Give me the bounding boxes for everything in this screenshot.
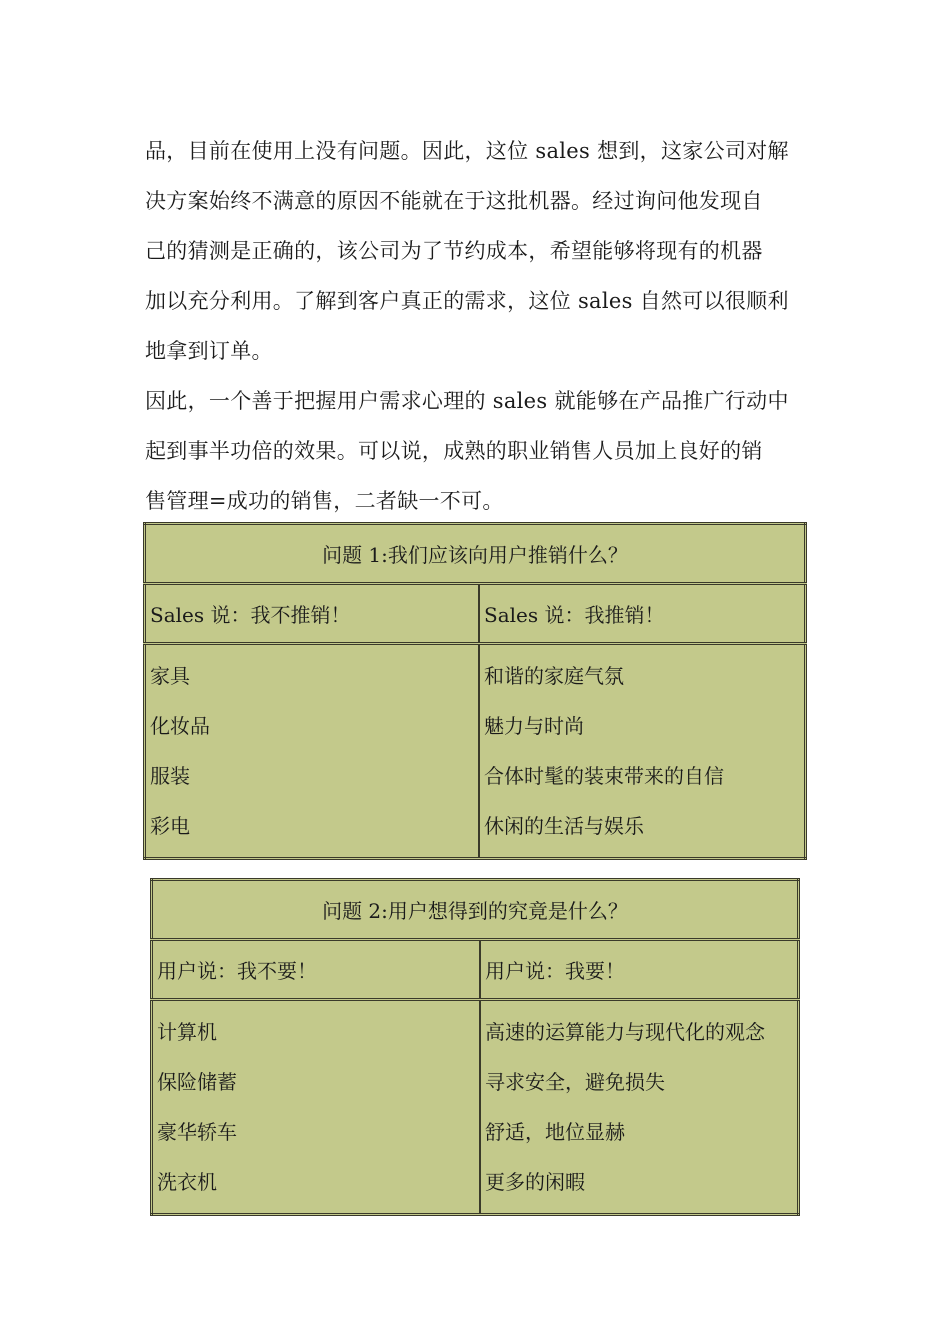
question-1-table [143, 522, 807, 860]
list-item: 和谐的家庭气氛 [484, 664, 624, 688]
list-item: 舒适，地位显赫 [485, 1120, 625, 1144]
left-column-header: 用户说：我不要！ [152, 940, 481, 1000]
table-title: 问题 2:用户想得到的究竟是什么？ [152, 880, 799, 940]
question-2-table [150, 878, 800, 1216]
list-item: 服装 [150, 764, 190, 788]
list-item: 更多的闲暇 [485, 1170, 585, 1194]
paragraph-line: 起到事半功倍的效果。可以说，成熟的职业销售人员加上良好的销 [145, 439, 763, 463]
list-item: 寻求安全，避免损失 [485, 1070, 665, 1094]
paragraph-line: 因此，一个善于把握用户需求心理的 sales 就能够在产品推广行动中 [145, 389, 789, 413]
paragraph-line: 品，目前在使用上没有问题。因此，这位 sales 想到，这家公司对解 [145, 139, 789, 163]
list-item: 化妆品 [150, 714, 210, 738]
list-item: 合体时髦的装束带来的自信 [484, 764, 724, 788]
list-item: 彩电 [150, 814, 190, 838]
left-items-cell [152, 1000, 481, 1215]
list-item: 休闲的生活与娱乐 [484, 814, 644, 838]
list-item: 计算机 [157, 1020, 217, 1044]
list-item: 保险储蓄 [157, 1070, 237, 1094]
paragraph-2 [145, 376, 807, 526]
right-column-header: Sales 说：我推销！ [479, 584, 806, 644]
table-title: 问题 1:我们应该向用户推销什么？ [145, 524, 806, 584]
paragraph-1 [145, 126, 807, 376]
paragraph-line: 地拿到订单。 [145, 339, 273, 363]
list-item: 豪华轿车 [157, 1120, 237, 1144]
list-item: 魅力与时尚 [484, 714, 584, 738]
right-items-cell [479, 644, 806, 859]
right-column-header: 用户说：我要！ [480, 940, 799, 1000]
list-item: 高速的运算能力与现代化的观念 [485, 1020, 765, 1044]
left-items-cell [145, 644, 480, 859]
paragraph-line: 加以充分利用。了解到客户真正的需求，这位 sales 自然可以很顺利 [145, 289, 789, 313]
paragraph-line: 己的猜测是正确的，该公司为了节约成本，希望能够将现有的机器 [145, 239, 763, 263]
paragraph-line: 决方案始终不满意的原因不能就在于这批机器。经过询问他发现自 [145, 189, 763, 213]
right-items-cell [480, 1000, 799, 1215]
list-item: 家具 [150, 664, 190, 688]
left-column-header: Sales 说：我不推销！ [145, 584, 480, 644]
paragraph-line: 售管理=成功的销售，二者缺一不可。 [145, 489, 504, 513]
list-item: 洗衣机 [157, 1170, 217, 1194]
